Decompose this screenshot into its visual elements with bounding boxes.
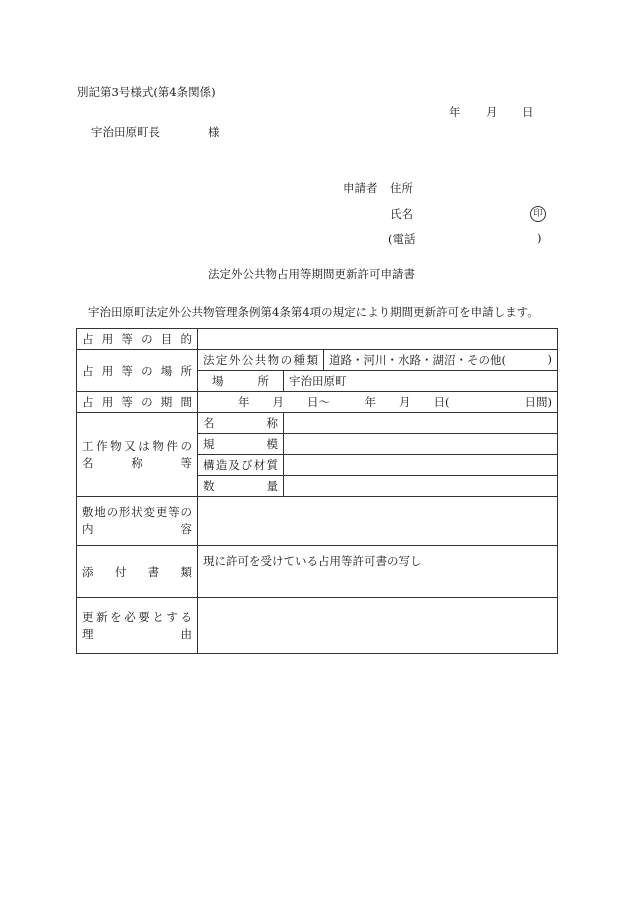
type-close: ): [547, 352, 553, 366]
type-label: 法定外公共物の種類: [198, 350, 324, 371]
period-text: 年 月 日〜 年 月 日(: [238, 395, 450, 409]
seal-icon: 印: [530, 206, 546, 222]
date-month-label: 月: [486, 105, 498, 119]
structure-label-line2: 名称等: [82, 455, 192, 470]
row-reason: [77, 598, 558, 654]
type-options: 道路・河川・水路・湖沼・その他(: [329, 353, 506, 367]
structure-material-label: 構造及び材質: [198, 455, 284, 476]
structure-quantity-field[interactable]: [284, 476, 558, 497]
place-field[interactable]: 宇治田原町: [284, 371, 558, 392]
row-purpose: [77, 329, 558, 350]
place-label: 場所: [198, 371, 284, 392]
reason-label-line1: 更新を必要とする: [82, 609, 192, 624]
date-day-label: 日: [522, 105, 534, 119]
period-days: 日間): [524, 395, 553, 409]
location-label: 占用等の場所: [77, 350, 198, 392]
attachments-field[interactable]: 現に許可を受けている占用等許可書の写し: [198, 546, 558, 598]
phone-label: (電話: [388, 232, 416, 246]
row-alteration: [77, 497, 558, 546]
structure-label: [77, 413, 198, 497]
date-year-label: 年: [449, 105, 461, 119]
alteration-label-line1: 敷地の形状変更等の: [82, 505, 192, 519]
form-title: 法定外公共物占用等期間更新許可申請書: [208, 267, 415, 281]
name-label: 氏名: [390, 207, 413, 221]
row-structure-name: [77, 413, 558, 434]
purpose-label: 占用等の目的: [77, 329, 198, 350]
row-period: [77, 392, 558, 413]
addressee-suffix: 様: [208, 125, 220, 139]
structure-scale-field[interactable]: [284, 434, 558, 455]
alteration-label-line2: 内容: [82, 522, 192, 536]
row-location-type: [77, 350, 558, 371]
row-attachments: [77, 546, 558, 598]
structure-label-line1: 工作物又は物件の: [82, 438, 192, 453]
period-label: 占用等の期間: [77, 392, 198, 413]
phone-close: ): [537, 231, 542, 245]
applicant-label: 申請者: [343, 181, 378, 195]
alteration-label: [77, 497, 198, 546]
type-field[interactable]: [324, 350, 558, 371]
seal-mark: [530, 205, 546, 222]
structure-name-field[interactable]: [284, 413, 558, 434]
reason-label: [77, 598, 198, 654]
alteration-field[interactable]: [198, 497, 558, 546]
attachments-label: 添付書類: [77, 546, 198, 598]
structure-material-field[interactable]: [284, 455, 558, 476]
structure-name-label: 名称: [198, 413, 284, 434]
structure-scale-label: 規模: [198, 434, 284, 455]
address-label: 住所: [390, 181, 413, 195]
intro-text: 宇治田原町法定外公共物管理条例第4条第4項の規定により期間更新許可を申請します。: [88, 305, 539, 319]
purpose-field[interactable]: [198, 329, 558, 350]
reason-label-line2: 理由: [82, 626, 192, 641]
application-table: [76, 328, 558, 654]
form-number: 別記第3号様式(第4条関係): [77, 85, 216, 99]
reason-field[interactable]: [198, 598, 558, 654]
period-field[interactable]: [198, 392, 558, 413]
addressee: 宇治田原町長: [91, 125, 160, 139]
structure-quantity-label: 数量: [198, 476, 284, 497]
